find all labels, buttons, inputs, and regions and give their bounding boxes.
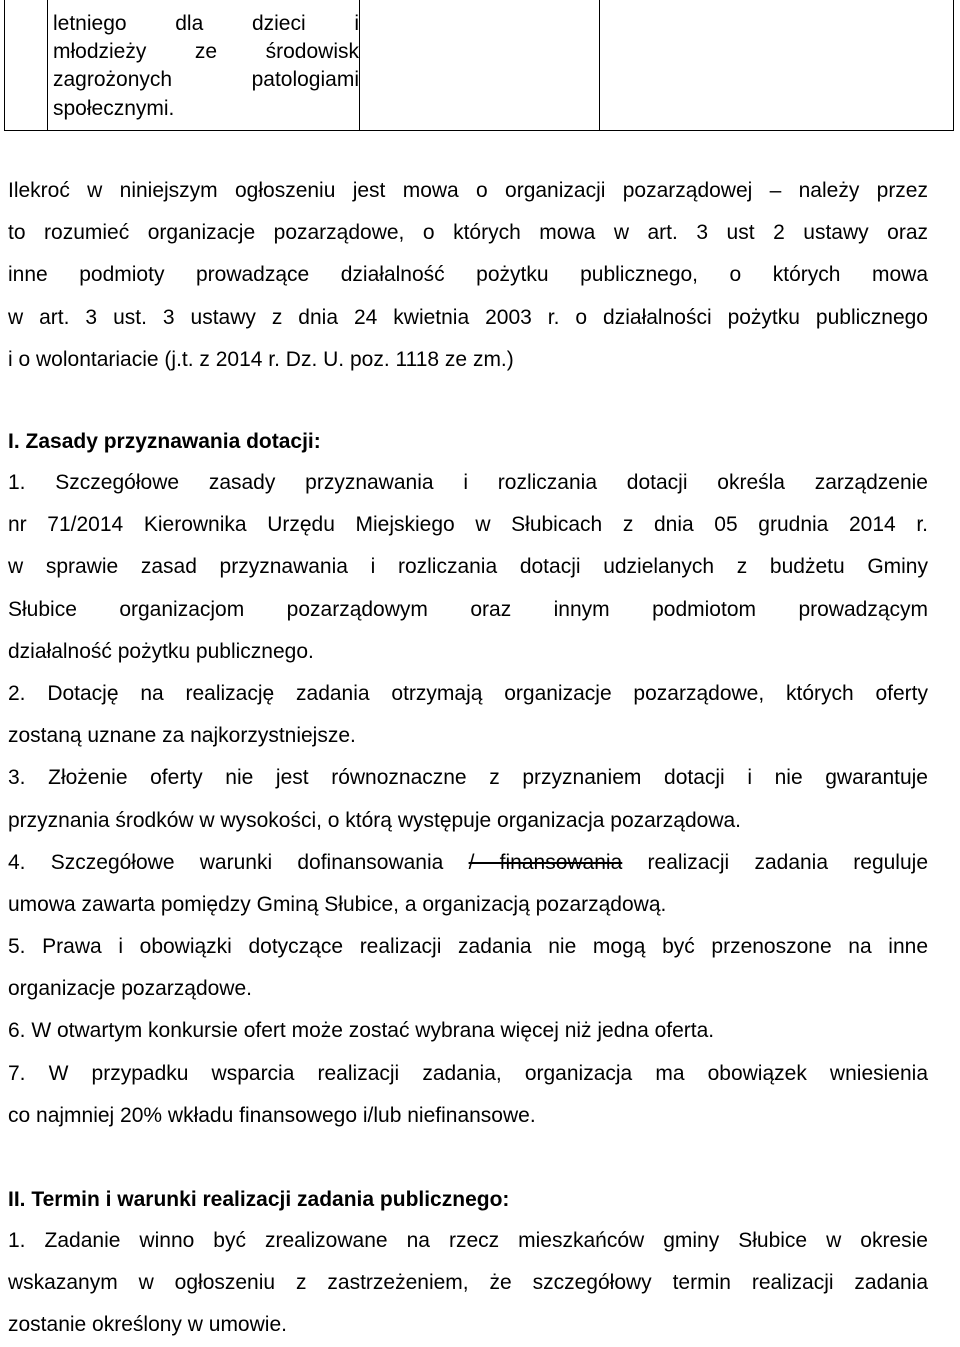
item-4-struck-text: / finansowania	[468, 850, 623, 874]
table-column-divider	[47, 0, 48, 130]
section-1-line: 7. W przypadku wsparcia realizacji zadania, organizacja ma obowiązek wniesienia	[8, 1061, 928, 1085]
intro-line: inne podmioty prowadzące działalność pożytku publicznego, o których mowa	[8, 263, 928, 287]
section-1-line: przyznania środków w wysokości, o którą występuje organizacja pozarządowa.	[8, 808, 742, 832]
section-2-line: wskazanym w ogłoszeniu z zastrzeżeniem, że szczegółowy termin realizacji zadania	[8, 1271, 928, 1295]
section-1	[8, 422, 928, 1137]
table-cell-line: młodzieży ze środowisk	[53, 40, 359, 64]
section-2-line: zostanie określony w umowie.	[8, 1313, 287, 1337]
section-1-line: 3. Złożenie oferty nie jest równoznaczne z przyznaniem dotacji i nie gwarantuje	[8, 766, 928, 790]
section-2	[8, 1180, 928, 1347]
section-1-line: zostaną uznane za najkorzystniejsze.	[8, 724, 356, 748]
section-1-line: 2. Dotację na realizację zadania otrzymają organizacje pozarządowe, których oferty	[8, 681, 928, 705]
table-fragment	[4, 0, 954, 131]
table-column-divider	[359, 0, 360, 130]
table-cell-description	[53, 10, 359, 123]
intro-line: to rozumieć organizacje pozarządowe, o których mowa w art. 3 ust 2 ustawy oraz	[8, 221, 928, 245]
section-2-heading: II. Termin i warunki realizacji zadania publicznego:	[8, 1188, 510, 1211]
section-1-line: organizacje pozarządowe.	[8, 977, 252, 1001]
section-1-line: Słubice organizacjom pozarządowym oraz innym podmiotom prowadzącym	[8, 597, 928, 621]
section-1-line: działalność pożytku publicznego.	[8, 639, 314, 663]
item-4-text-before: 4. Szczegółowe warunki dofinansowania	[8, 850, 469, 874]
intro-line: i o wolontariacie (j.t. z 2014 r. Dz. U. poz. 1118 ze zm.)	[8, 347, 514, 371]
section-1-line: 6. W otwartym konkursie ofert może zostać wybrana więcej niż jedna oferta.	[8, 1019, 715, 1043]
intro-line: w art. 3 ust. 3 ustawy z dnia 24 kwietnia 2003 r. o działalności pożytku publicznego	[8, 305, 928, 329]
section-1-line: 1. Szczegółowe zasady przyznawania i rozliczania dotacji określa zarządzenie	[8, 471, 928, 494]
table-cell-line: społecznymi.	[53, 96, 175, 120]
intro-paragraph	[8, 170, 928, 381]
section-1-line: umowa zawarta pomiędzy Gminą Słubice, a organizacją pozarządową.	[8, 892, 667, 916]
table-cell-line: letniego dla dzieci i	[53, 12, 359, 35]
section-1-line: 5. Prawa i obowiązki dotyczące realizacji zadania nie mogą być przenoszone na inne	[8, 935, 928, 959]
section-2-line: 1. Zadanie winno być zrealizowane na rzecz mieszkańców gminy Słubice w okresie	[8, 1229, 928, 1252]
section-1-line: nr 71/2014 Kierownika Urzędu Miejskiego w Słubicach z dnia 05 grudnia 2014 r.	[8, 513, 928, 537]
section-1-line: co najmniej 20% wkładu finansowego i/lub niefinansowe.	[8, 1103, 536, 1127]
item-4-text-after: realizacji zadania reguluje	[622, 850, 928, 874]
section-1-line: w sprawie zasad przyznawania i rozliczania dotacji udzielanych z budżetu Gminy	[8, 555, 928, 579]
table-column-divider	[599, 0, 600, 130]
intro-line: Ilekroć w niniejszym ogłoszeniu jest mowa o organizacji pozarządowej – należy przez	[8, 179, 928, 202]
section-1-item-4-line	[8, 842, 928, 884]
table-cell-line: zagrożonych patologiami	[53, 68, 359, 92]
section-1-heading: I. Zasady przyznawania dotacji:	[8, 430, 321, 453]
